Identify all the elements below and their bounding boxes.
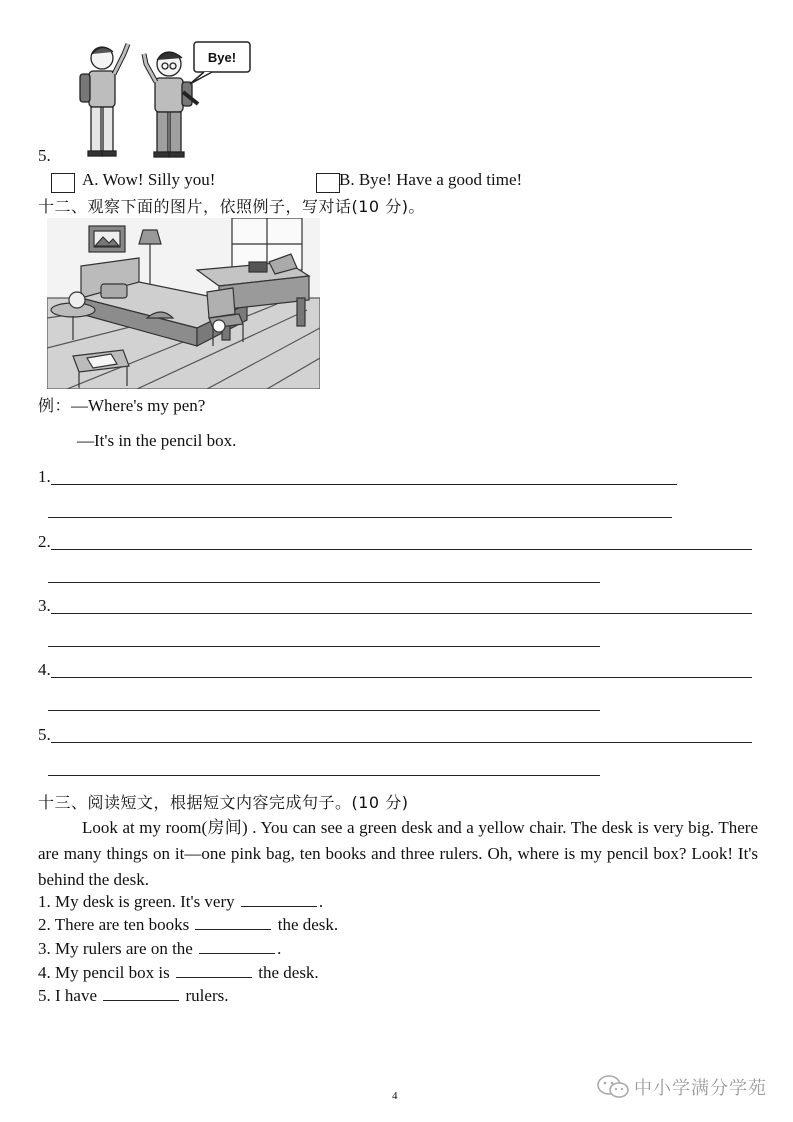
q12-number-3: 3. [38,596,51,615]
q13-item-1-end: . [318,892,324,911]
answer-line-4a[interactable] [51,677,752,678]
wechat-icon [596,1074,630,1100]
watermark [596,1074,767,1100]
boys-waving-illustration [62,36,262,160]
q13-blank-2[interactable] [195,915,271,930]
q13-item-2-end: the desk. [277,915,339,934]
boy-right-figure [144,52,198,157]
q13-blank-5[interactable] [103,986,179,1001]
answer-line-1a[interactable] [51,484,677,485]
example-label: 例： [38,396,72,415]
answer-line-3b[interactable] [48,646,600,647]
bedroom-illustration [47,218,320,389]
q13-item-5-text: 5. I have [38,986,98,1005]
q13-item-3-text: 3. My rulers are on the [38,939,193,958]
speech-bubble-text: Bye! [207,50,237,65]
q13-item-4-end: the desk. [258,963,319,982]
q13-item-4 [38,963,319,983]
answer-line-5b[interactable] [48,775,600,776]
q13-item-2 [38,915,338,935]
answer-line-2b[interactable] [48,582,600,583]
q13-item-5 [38,986,228,1006]
q13-blank-4[interactable] [176,963,252,978]
watermark-text: 中小学满分学苑 [634,1078,767,1099]
example-answer: —It's in the pencil box. [77,431,237,450]
q13-blank-1[interactable] [241,892,317,907]
q13-item-2-text: 2. There are ten books [38,915,190,934]
boy-left-figure [80,44,128,156]
option-b-text: B. Bye! Have a good time! [339,170,523,189]
q13-blank-3[interactable] [199,939,275,954]
q12-number-2: 2. [38,532,51,551]
q12-number-5: 5. [38,725,51,744]
example-line-1 [38,396,205,416]
answer-line-1b[interactable] [48,517,672,518]
q12-number-4: 4. [38,660,51,679]
q13-item-1-text: 1. My desk is green. It's very [38,892,235,911]
q13-item-5-end: rulers. [185,986,229,1005]
answer-line-4b[interactable] [48,710,600,711]
answer-box-b[interactable] [316,173,340,193]
q13-item-3 [38,939,281,959]
answer-line-3a[interactable] [51,613,752,614]
q12-number-1: 1. [38,467,51,486]
q13-item-4-text: 4. My pencil box is [38,963,170,982]
q13-item-3-end: . [277,939,282,958]
q12-heading: 十二、观察下面的图片，依照例子，写对话(10 分)。 [38,197,425,216]
option-a-text: A. Wow! Silly you! [82,170,216,189]
page-number: 4 [392,1090,398,1102]
reading-passage: Look at my room(房间) . You can see a green desk and a yellow chair. The desk is very big. There are many things on it—one pink bag, ten books and three rulers. Oh, where is my pencil box? Look! It's behind the desk. [38,818,758,889]
q13-heading: 十三、阅读短文，根据短文内容完成句子。(10 分) [38,793,409,812]
answer-line-2a[interactable] [51,549,752,550]
answer-box-a[interactable] [51,173,75,193]
answer-line-5a[interactable] [51,742,752,743]
example-question: —Where's my pen? [71,396,206,415]
q13-item-1 [38,892,323,912]
q11-item5-number: 5. [38,146,51,165]
